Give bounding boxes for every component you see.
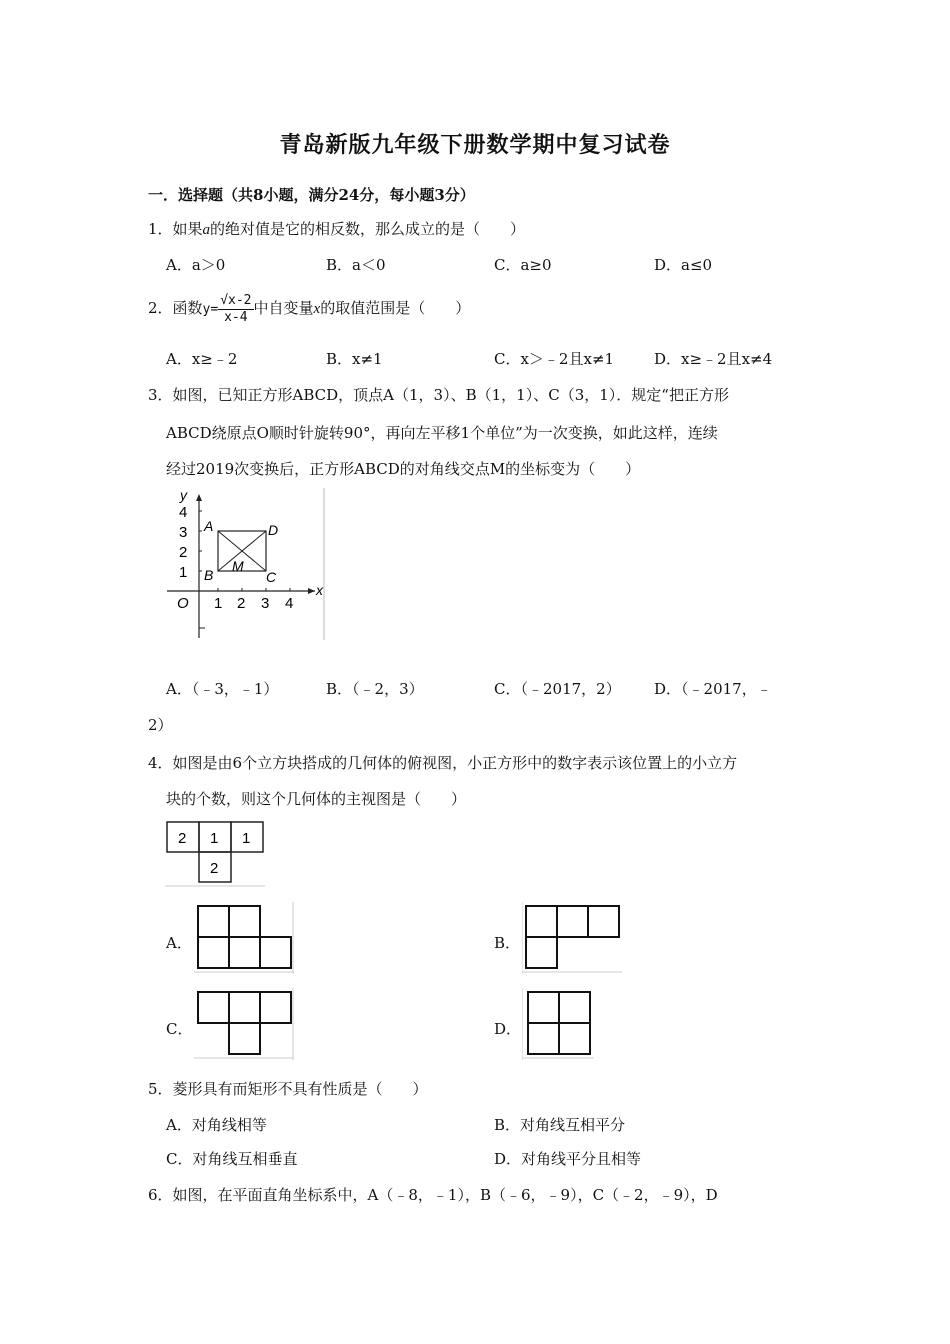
q1-var: a: [202, 222, 211, 238]
point-label-d: D: [268, 522, 279, 538]
point-label-m: M: [232, 558, 244, 574]
q4-option-d-figure: [522, 988, 594, 1060]
q4-line-2: 块的个数，则这个几何体的主视图是（ ）: [166, 790, 467, 808]
q3-line-3: 经过2019次变换后，正方形ABCD的对角线交点M的坐标变为（ ）: [166, 460, 641, 478]
x-tick: 4: [285, 595, 294, 612]
page-title: 青岛新版九年级下册数学期中复习试卷: [279, 132, 671, 158]
q2-stem-a: 2．函数: [148, 299, 203, 317]
x-tick: 1: [214, 595, 223, 612]
q5-option-d: D．对角线平分且相等: [494, 1150, 642, 1168]
q1-option-a: A．a＞0: [166, 256, 226, 274]
y-tick: 2: [179, 544, 188, 561]
x-tick: 2: [237, 595, 246, 612]
q3-option-a: A．（﹣3，﹣1）: [166, 680, 279, 698]
q2-formula-denominator: x-4: [224, 309, 248, 325]
q1-option-c: C．a≥0: [494, 256, 552, 274]
q5-option-a: A．对角线相等: [166, 1116, 267, 1134]
q2-stem-b: 中自变量: [253, 299, 314, 317]
q4-option-d-label: D．: [494, 1020, 522, 1038]
q4-option-b-label: B．: [494, 934, 521, 952]
question-2-stem: [148, 288, 470, 330]
q1-option-d: D．a≤0: [654, 256, 713, 274]
q5-stem: 5．菱形具有而矩形不具有性质是（ ）: [148, 1080, 428, 1098]
q2-option-b: B．x≠1: [326, 350, 383, 368]
q3-option-d-wrap: 2）: [148, 716, 173, 734]
q4-option-a-label: A．: [166, 934, 192, 952]
q2-option-d: D．x≥﹣2且x≠4: [654, 350, 773, 368]
section-heading: 一．选择题（共8小题，满分24分，每小题3分）: [148, 186, 475, 204]
origin-label: O: [177, 595, 189, 612]
q6-line-1: 6．如图，在平面直角坐标系中，A（﹣8，﹣1），B（﹣6，﹣9），C（﹣2，﹣9），D: [148, 1186, 718, 1204]
q2-formula: [218, 293, 253, 326]
q1-option-b: B．a＜0: [326, 256, 386, 274]
y-tick: 1: [179, 564, 188, 581]
q3-option-d: D．（﹣2017，﹣: [654, 680, 772, 698]
q4-option-a-figure: [194, 902, 296, 974]
q4-option-c-figure: [194, 988, 296, 1060]
q4-top-view-grid: [165, 820, 267, 888]
q3-line-1: 3．如图，已知正方形ABCD，顶点A（1，3）、B（1，1）、C（3，1）．规定“把正方形: [148, 386, 729, 404]
point-label-c: C: [266, 569, 277, 585]
y-tick: 3: [179, 524, 188, 541]
q2-formula-prefix: y=: [202, 302, 219, 317]
q2-formula-numerator: √x-2: [220, 292, 252, 308]
grid-number: 1: [242, 830, 251, 847]
point-label-a: A: [204, 518, 214, 534]
x-tick: 3: [261, 595, 270, 612]
y-axis-label: y: [180, 488, 187, 503]
q1-stem-a: 1．如果: [148, 220, 203, 238]
grid-number: 2: [178, 830, 187, 847]
question-1-stem: [148, 218, 525, 239]
q2-option-c: C．x＞﹣2且x≠1: [494, 350, 615, 368]
q3-option-b: B．（﹣2，3）: [326, 680, 424, 698]
q4-option-c-label: C．: [166, 1020, 193, 1038]
q2-var: x: [313, 301, 321, 317]
q3-line-2: ABCD绕原点O顺时针旋转90°，再向左平移1个单位”为一次变换，如此这样，连续: [166, 424, 718, 442]
q1-stem-b: 的绝对值是它的相反数，那么成立的是（ ）: [210, 220, 526, 238]
grid-number: 2: [210, 860, 219, 877]
point-label-b: B: [204, 567, 214, 583]
x-axis-label: x: [316, 582, 323, 598]
q5-option-b: B．对角线互相平分: [494, 1116, 626, 1134]
q3-option-c: C．（﹣2017，2）: [494, 680, 621, 698]
q3-coordinate-figure: [165, 488, 325, 640]
q2-stem-c: 的取值范围是（ ）: [320, 299, 471, 317]
y-tick: 4: [179, 504, 188, 521]
q2-option-a: A．x≥﹣2: [166, 350, 238, 368]
grid-number: 1: [210, 830, 219, 847]
q5-option-c: C．对角线互相垂直: [166, 1150, 298, 1168]
q4-line-1: 4．如图是由6个立方块搭成的几何体的俯视图，小正方形中的数字表示该位置上的小立方: [148, 754, 738, 772]
q4-option-b-figure: [522, 902, 624, 974]
